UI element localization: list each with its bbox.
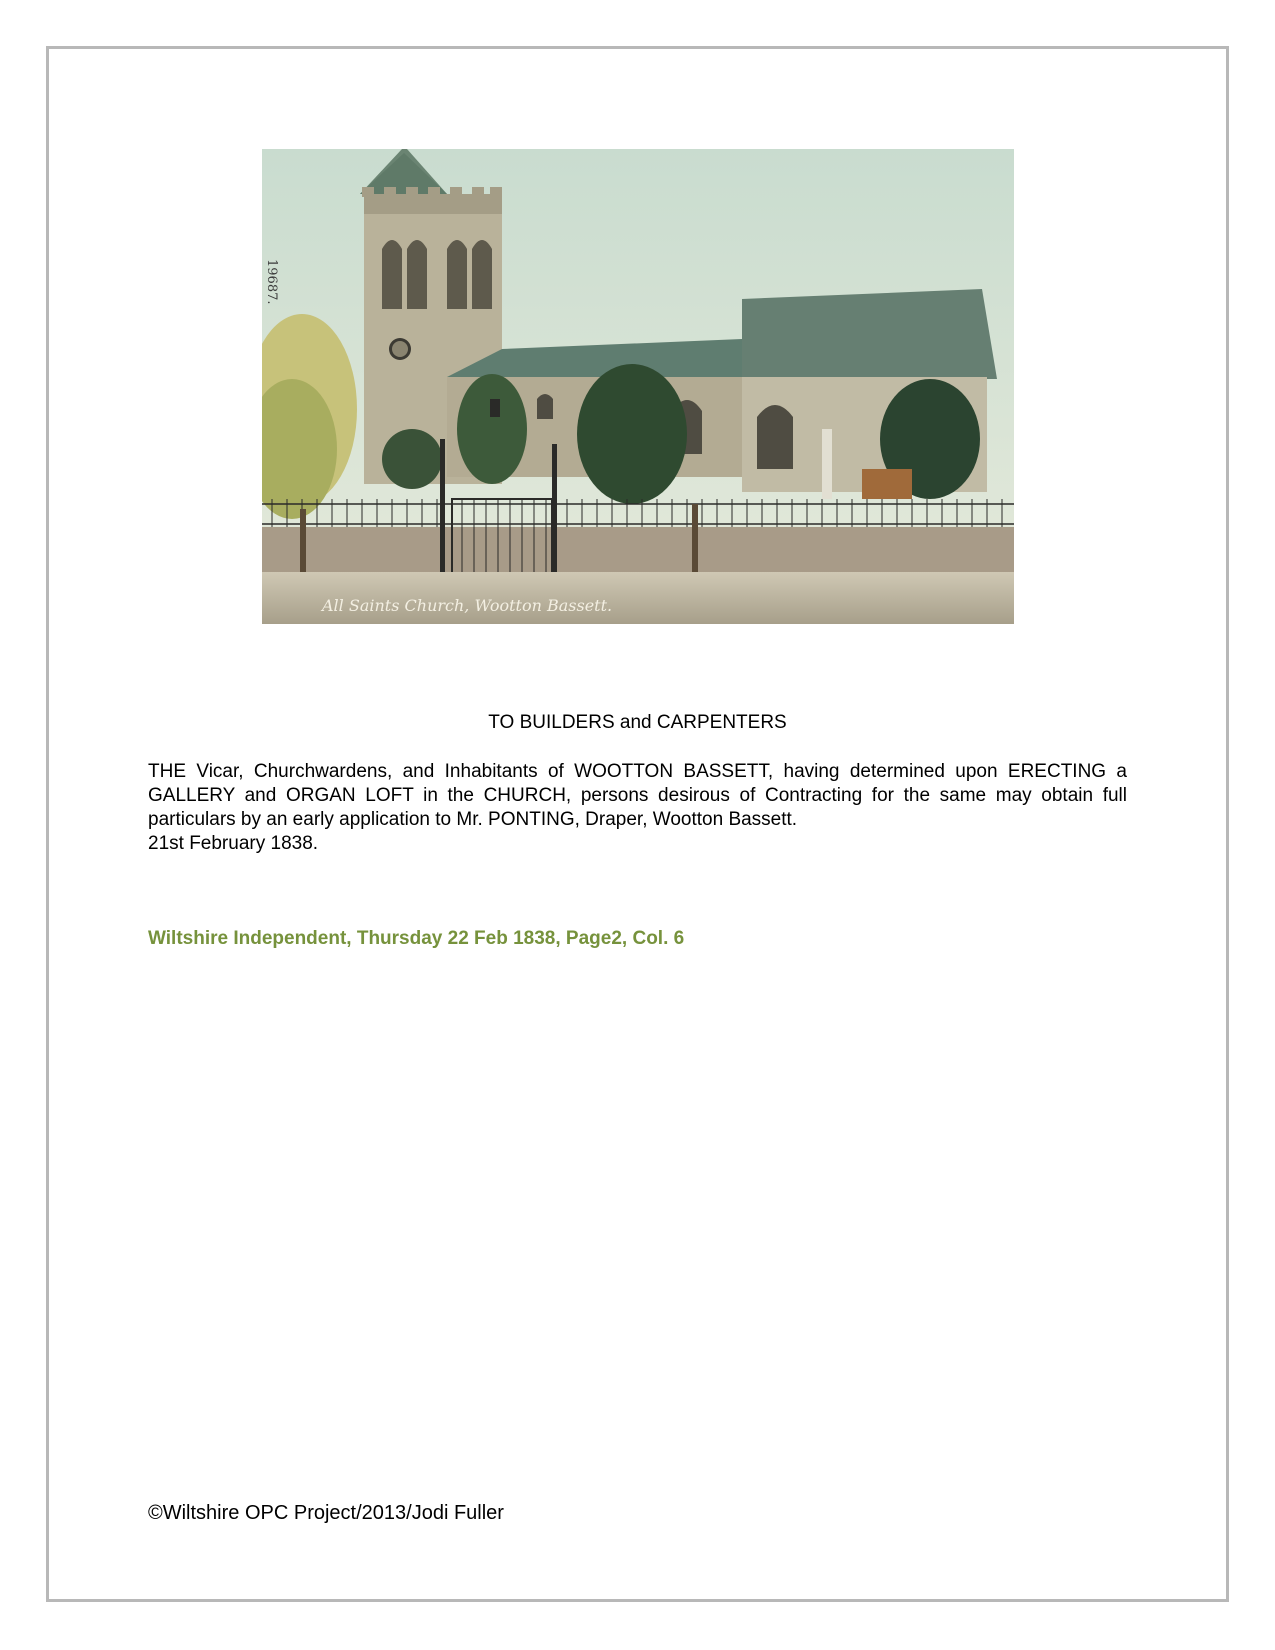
church-postcard-photo xyxy=(262,149,1014,624)
advert-body xyxy=(148,760,1127,856)
source-citation: Wiltshire Independent, Thursday 22 Feb 1838, Page2, Col. 6 xyxy=(148,928,685,949)
advert-heading: TO BUILDERS and CARPENTERS xyxy=(488,712,787,733)
copyright-footer: ©Wiltshire OPC Project/2013/Jodi Fuller xyxy=(148,1502,504,1524)
photo-side-number: 19687. xyxy=(264,259,279,305)
advert-paragraph: THE Vicar, Churchwardens, and Inhabitants of WOOTTON BASSETT, having determined upon ERECTING a GALLERY and ORGAN LOFT in the CHURCH, persons desirous of Contracting for the same may obtain full particulars by an early application to Mr. PONTING, Draper, Wootton Bassett. xyxy=(148,761,1127,830)
advert-date: 21st February 1838. xyxy=(148,833,319,854)
photo-caption: All Saints Church, Wootton Bassett. xyxy=(322,596,613,615)
